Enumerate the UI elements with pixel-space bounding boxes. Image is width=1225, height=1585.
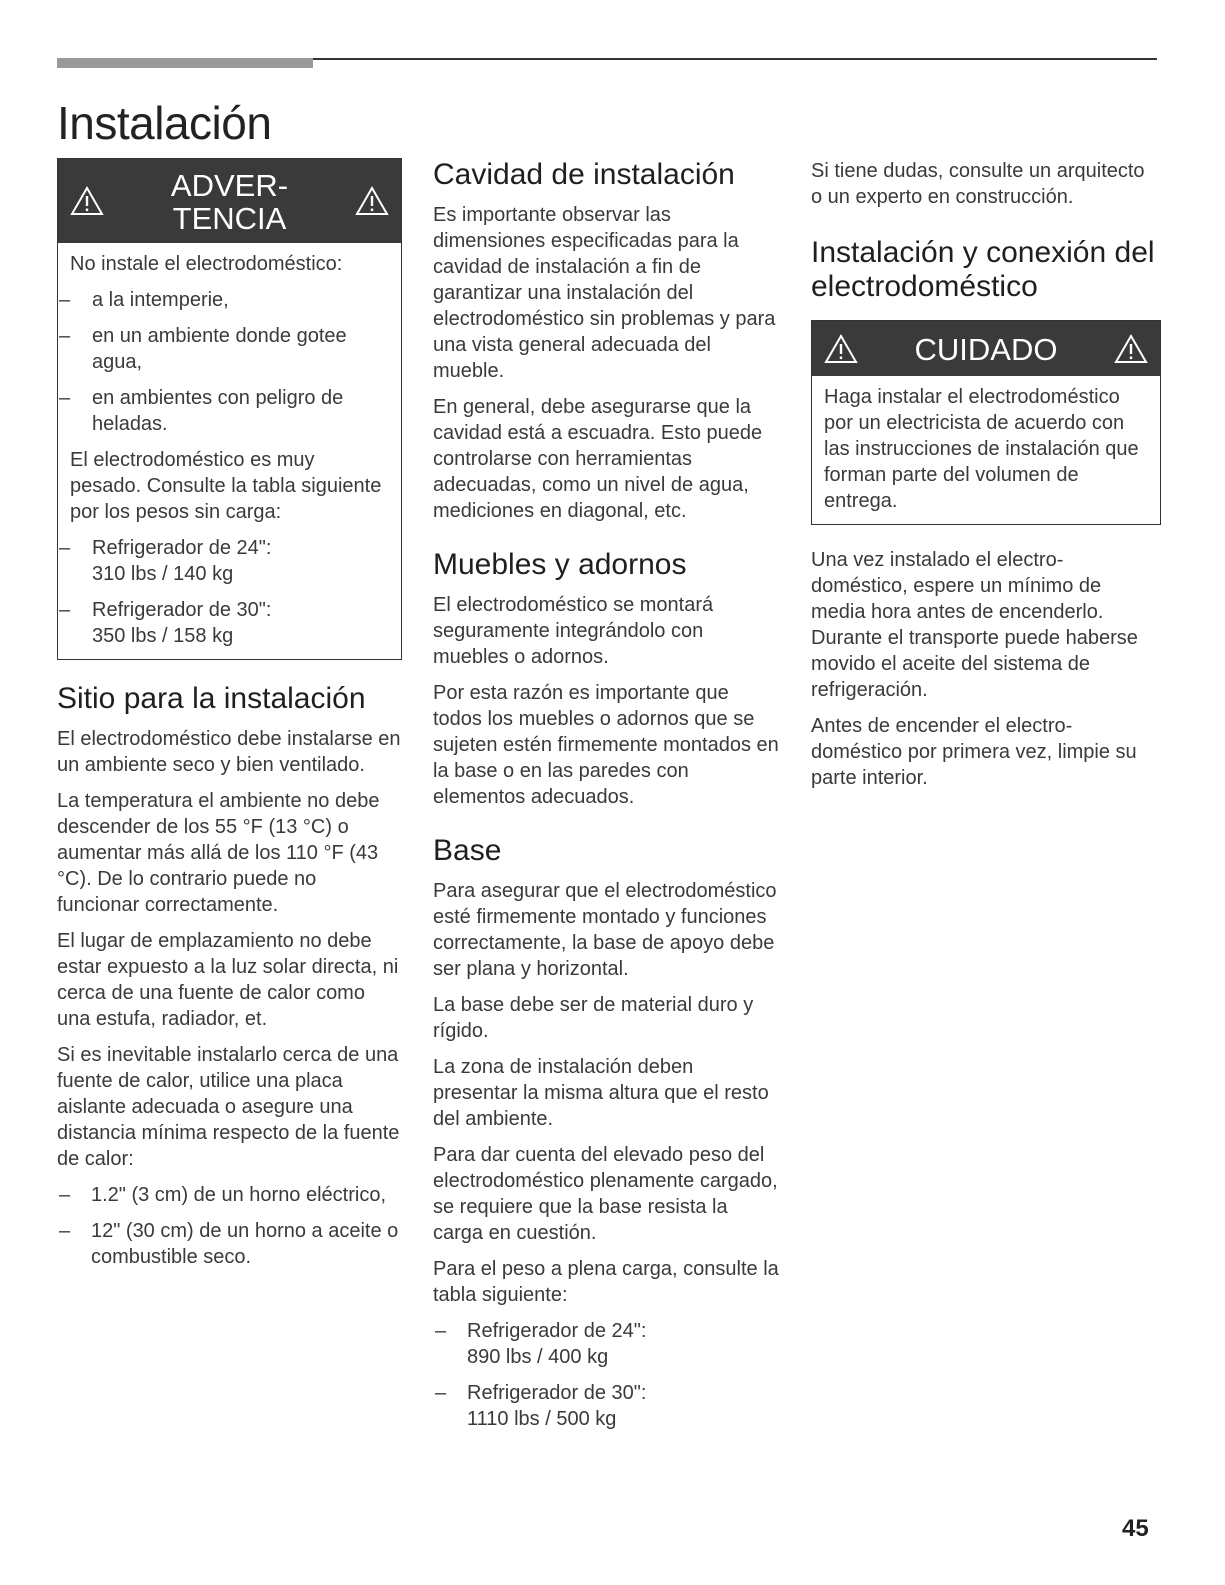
page-title: Instalación — [57, 97, 272, 149]
list-item: – a la intemperie, — [59, 289, 229, 311]
paragraph: Antes de encender el electro- doméstico por primera vez, limpie su parte interior. — [811, 715, 1137, 789]
list-item: – en un ambiente donde gotee agua, — [59, 325, 347, 373]
paragraph: Es importante observar las dimensiones especificadas para la cavidad de instalación a fin de garantizar una instalación del electrodoméstico sin problemas y para una vista general adecuada del mueble. — [433, 204, 776, 382]
paragraph: Para asegurar que el electrodoméstico esté firmemente montado y funciones correctamente, la base de apoyo debe ser plana y horizontal. — [433, 880, 777, 980]
section-heading-cavidad: Cavidad de instalación — [433, 158, 735, 191]
list-item: – 1.2" (3 cm) de un horno eléctrico, — [59, 1184, 387, 1206]
section-heading-conexion: Instalación y conexión del electrodoméstico — [811, 236, 1155, 303]
warning-triangle-icon — [355, 186, 389, 216]
warning-body — [58, 243, 401, 649]
warning-triangle-icon — [70, 186, 104, 216]
list-item: – Refrigerador de 24": 890 lbs / 400 kg — [435, 1320, 647, 1368]
list-item: – Refrigerador de 30": 1110 lbs / 500 kg — [435, 1382, 647, 1430]
paragraph: Si tiene dudas, consulte un arquitecto o un experto en construcción. — [811, 160, 1145, 208]
warning-weight-text: El electrodoméstico es muy pesado. Consulte la tabla siguiente por los pesos sin carga: — [70, 449, 382, 523]
warning-title-line1: ADVER- — [170, 168, 289, 203]
paragraph: El electrodoméstico se montará seguramente integrándolo con muebles o adornos. — [433, 594, 714, 668]
warning-header — [58, 159, 401, 243]
paragraph: Para el peso a plena carga, consulte la tabla siguiente: — [433, 1258, 779, 1306]
column-right — [811, 158, 1161, 801]
paragraph: La base debe ser de material duro y rígido. — [433, 994, 754, 1042]
full-load-weight-list — [433, 1318, 783, 1432]
warning-title-line2: TENCIA — [172, 201, 287, 236]
warning-title — [171, 169, 288, 235]
warning-list — [59, 287, 391, 437]
paragraph: Para dar cuenta del elevado peso del electrodoméstico plenamente cargado, se requiere que la base resista la carga en cuestión. — [433, 1144, 778, 1244]
column-left — [57, 158, 402, 1280]
paragraph: Por esta razón es importante que todos los muebles o adornos que se sujeten estén firmemente montados en la base o en las paredes con elementos adecuados. — [433, 682, 779, 808]
warning-box — [57, 158, 402, 660]
paragraph: La temperatura el ambiente no debe descender de los 55 °F (13 °C) o aumentar más allá de los 110 °F (43 °C). De lo contrario puede no funcionar correctamente. — [57, 790, 380, 916]
warning-triangle-icon — [1114, 334, 1148, 364]
page-number: 45 — [1122, 1515, 1149, 1542]
column-middle — [433, 158, 783, 1442]
warning-triangle-icon — [824, 334, 858, 364]
distance-list — [57, 1182, 402, 1270]
section-tab-marker — [57, 58, 313, 68]
list-item: – en ambientes con peligro de heladas. — [59, 387, 344, 435]
paragraph: El electrodoméstico debe instalarse en un ambiente seco y bien ventilado. — [57, 728, 401, 776]
caution-box — [811, 320, 1161, 525]
list-item: – Refrigerador de 30": 350 lbs / 158 kg — [59, 599, 272, 647]
caution-body — [812, 376, 1160, 514]
paragraph: La zona de instalación deben presentar la misma altura que el resto del ambiente. — [433, 1056, 769, 1130]
caution-text: Haga instalar el electrodoméstico por un electricista de acuerdo con las instrucciones de instalación que forman parte del volumen de entrega. — [824, 386, 1139, 512]
paragraph: Si es inevitable instalarlo cerca de una fuente de calor, utilice una placa aislante adecuada o asegure una distancia mínima respecto de la fuente de calor: — [57, 1044, 400, 1170]
caution-title: CUIDADO — [914, 332, 1058, 367]
paragraph: En general, debe asegurarse que la cavidad está a escuadra. Esto puede controlarse con herramientas adecuadas, como un nivel de agua, mediciones en diagonal, etc. — [433, 396, 763, 522]
warning-intro: No instale el electrodoméstico: — [70, 253, 343, 275]
weight-list — [59, 535, 391, 649]
list-item: – 12" (30 cm) de un horno a aceite o combustible seco. — [59, 1220, 399, 1268]
section-heading-base: Base — [433, 834, 502, 867]
list-item: – Refrigerador de 24": 310 lbs / 140 kg — [59, 537, 272, 585]
section-heading-sitio: Sitio para la instalación — [57, 682, 366, 715]
paragraph: Una vez instalado el electro- doméstico, espere un mínimo de media hora antes de encenderlo. Durante el transporte puede haberse movido el aceite del sistema de refrigeración. — [811, 549, 1138, 701]
section-heading-muebles: Muebles y adornos — [433, 548, 687, 581]
paragraph: El lugar de emplazamiento no debe estar expuesto a la luz solar directa, ni cerca de una fuente de calor como una estufa, radiador, et. — [57, 930, 399, 1030]
caution-header — [812, 321, 1160, 376]
